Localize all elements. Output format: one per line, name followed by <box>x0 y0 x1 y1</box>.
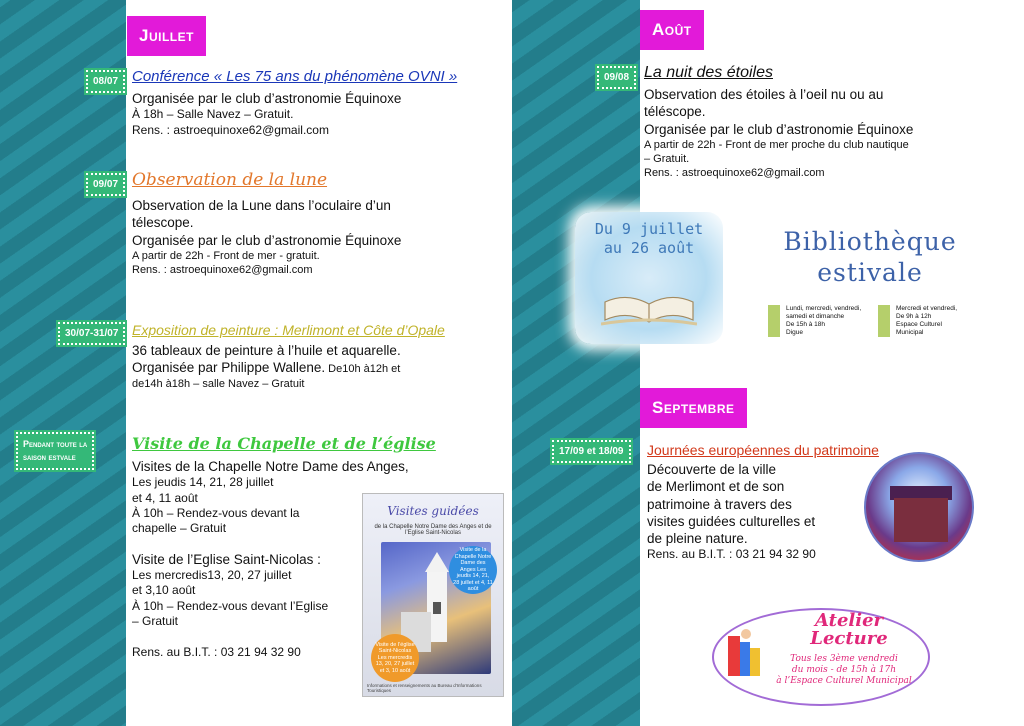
event-line: Organisée par le club d’astronomie Équinoxe <box>132 91 402 106</box>
desc-line: Tous les 3ème vendredi <box>790 654 898 664</box>
event-line-part: De10h à12h et <box>325 363 401 376</box>
dates-line: Du 9 juillet <box>594 220 704 238</box>
open-book-icon <box>601 288 697 328</box>
dates-line: au 26 août <box>603 238 695 257</box>
month-tab-aout: Août <box>640 10 704 50</box>
event-line: de14h à18h – salle Navez – Gratuit <box>132 377 305 390</box>
event-title-patrimoine: Journées européennes du patrimoine <box>647 442 879 458</box>
title-line: Bibliothèque <box>783 227 957 256</box>
event-body-etoiles <box>644 86 913 180</box>
event-line: 36 tableaux de peinture à l’huile et aquarelle. <box>132 343 401 358</box>
title-line: Lecture <box>810 628 888 649</box>
event-line: À 10h – Rendez-vous devant l’Eglise <box>132 598 329 613</box>
patrimoine-building-image <box>864 452 974 562</box>
title-line: estivale <box>817 258 923 288</box>
schedule-line: Digue <box>786 329 803 337</box>
poster-bubble-chapelle: Visite de la Chapelle Notre Dame des Anges Les jeudis 14, 21, 28 juillet et 4, 11 août <box>449 546 497 594</box>
event-title-lune: Observation de la lune <box>132 170 328 190</box>
event-line: chapelle – Gratuit <box>132 521 227 536</box>
event-line: Organisée par le club d’astronomie Équinoxe <box>644 121 914 137</box>
desc-line: du mois - de 15h à 17h <box>791 664 897 675</box>
poster-footer: Informations et renseignements au Bureau d’Informations Touristiques <box>367 683 482 693</box>
event-body-peinture <box>132 342 401 391</box>
schedule-bar <box>768 305 780 337</box>
date-tag-line: Pendant toute la <box>23 439 88 449</box>
date-tag-chapelle <box>16 432 94 470</box>
event-line: et 3,10 août <box>132 583 196 598</box>
date-tag-patrimoine: 17/09 et 18/09 <box>552 440 631 463</box>
bibliotheque-dates-badge <box>575 212 723 344</box>
event-line: téléscope. <box>644 104 706 120</box>
event-line: À 10h – Rendez-vous devant la <box>132 505 300 520</box>
schedule-line: Espace Culturel <box>896 321 942 329</box>
event-title-chapelle: Visite de la Chapelle et de l’église <box>132 434 436 453</box>
event-line-part: Organisée par Philippe Wallene. <box>132 360 326 376</box>
event-line: Découverte de la ville <box>647 462 777 477</box>
schedule-line: De 15h à 18h <box>786 321 826 329</box>
event-title-ovni: Conférence « Les 75 ans du phénomène OVNI » <box>132 68 458 85</box>
event-line <box>132 359 401 376</box>
event-line: visites guidées culturelles et <box>647 513 816 529</box>
poster-subtitle: de la Chapelle Notre Dame des Anges et de l’Eglise Saint-Nicolas <box>374 524 492 536</box>
month-tab-juillet: Juillet <box>127 16 206 56</box>
event-line: et 4, 11 août <box>132 490 198 505</box>
event-line: Rens. au B.I.T. : 03 21 94 32 90 <box>647 547 816 562</box>
date-tag-etoiles: 09/08 <box>597 66 636 89</box>
event-line: Rens. au B.I.T. : 03 21 94 32 90 <box>132 645 301 660</box>
event-title-peinture: Exposition de peinture : Merlimont et Côte d’Opale <box>132 322 445 338</box>
event-line: Rens. : astroequinoxe62@gmail.com <box>644 166 825 179</box>
date-tag-peinture: 30/07-31/07 <box>58 322 125 345</box>
reading-child-icon <box>724 628 764 686</box>
event-body-patrimoine <box>647 461 816 563</box>
schedule-line: Lundi, mercredi, vendredi, <box>786 305 862 312</box>
event-line: patrimoine à travers des <box>647 496 792 512</box>
schedule-bar <box>878 305 890 337</box>
event-line: Rens. : astroequinoxe62@gmail.com <box>132 263 313 276</box>
desc-line: à l’Espace Culturel Municipal <box>776 675 912 686</box>
event-line: A partir de 22h - Front de mer proche du club nautique <box>644 138 909 151</box>
event-line: Observation de la Lune dans l’oculaire d’un <box>132 198 391 213</box>
event-line: Visites de la Chapelle Notre Dame des Anges, <box>132 459 409 474</box>
event-line: télescope. <box>132 215 194 231</box>
event-line: Observation des étoiles à l’oeil nu ou au <box>644 87 884 102</box>
month-tab-septembre: Septembre <box>640 388 747 428</box>
atelier-title <box>774 612 924 648</box>
poster-bubble-eglise: Visite de l’église Saint-Nicolas Les mercredis 13, 20, 27 juillet et 3, 10 août <box>371 634 419 682</box>
bibliotheque-schedule-espace <box>878 305 978 338</box>
bibliotheque-schedule-digue <box>768 305 878 338</box>
event-line: – Gratuit. <box>644 152 690 165</box>
atelier-description <box>764 654 924 687</box>
middle-strip <box>512 0 640 726</box>
event-body-ovni <box>132 90 401 138</box>
poster-title: Visites guidées <box>387 504 479 518</box>
event-title-etoiles: La nuit des étoiles <box>644 64 773 81</box>
event-line: de pleine nature. <box>647 531 748 547</box>
atelier-lecture-badge <box>712 608 930 706</box>
schedule-line: De 9h à 12h <box>896 313 932 321</box>
event-line: de Merlimont et de son <box>647 479 785 495</box>
event-body-lune <box>132 197 401 277</box>
bibliotheque-title <box>757 226 983 289</box>
event-line: A partir de 22h - Front de mer - gratuit. <box>132 249 320 262</box>
event-line: Les mercredis13, 20, 27 juillet <box>132 567 292 582</box>
event-line: Rens. : astroequinoxe62@gmail.com <box>132 122 329 137</box>
building-icon <box>894 498 948 542</box>
date-tag-lune: 09/07 <box>86 173 125 196</box>
event-line: À 18h – Salle Navez – Gratuit. <box>132 107 294 122</box>
visites-guidees-poster <box>362 493 504 697</box>
bibliotheque-dates <box>575 220 723 258</box>
schedule-line: Mercredi et vendredi, <box>896 305 958 312</box>
event-line: Visite de l’Eglise Saint-Nicolas : <box>132 551 321 567</box>
date-tag-line: saison estvale <box>23 452 76 463</box>
event-line: Organisée par le club d’astronomie Équinoxe <box>132 232 402 248</box>
schedule-line: samedi et dimanche <box>786 313 845 321</box>
event-line: – Gratuit <box>132 614 179 629</box>
schedule-line: Municipal <box>896 329 924 337</box>
title-line: Atelier <box>814 610 884 631</box>
event-line: Les jeudis 14, 21, 28 juillet <box>132 475 274 490</box>
date-tag-ovni: 08/07 <box>86 70 125 93</box>
